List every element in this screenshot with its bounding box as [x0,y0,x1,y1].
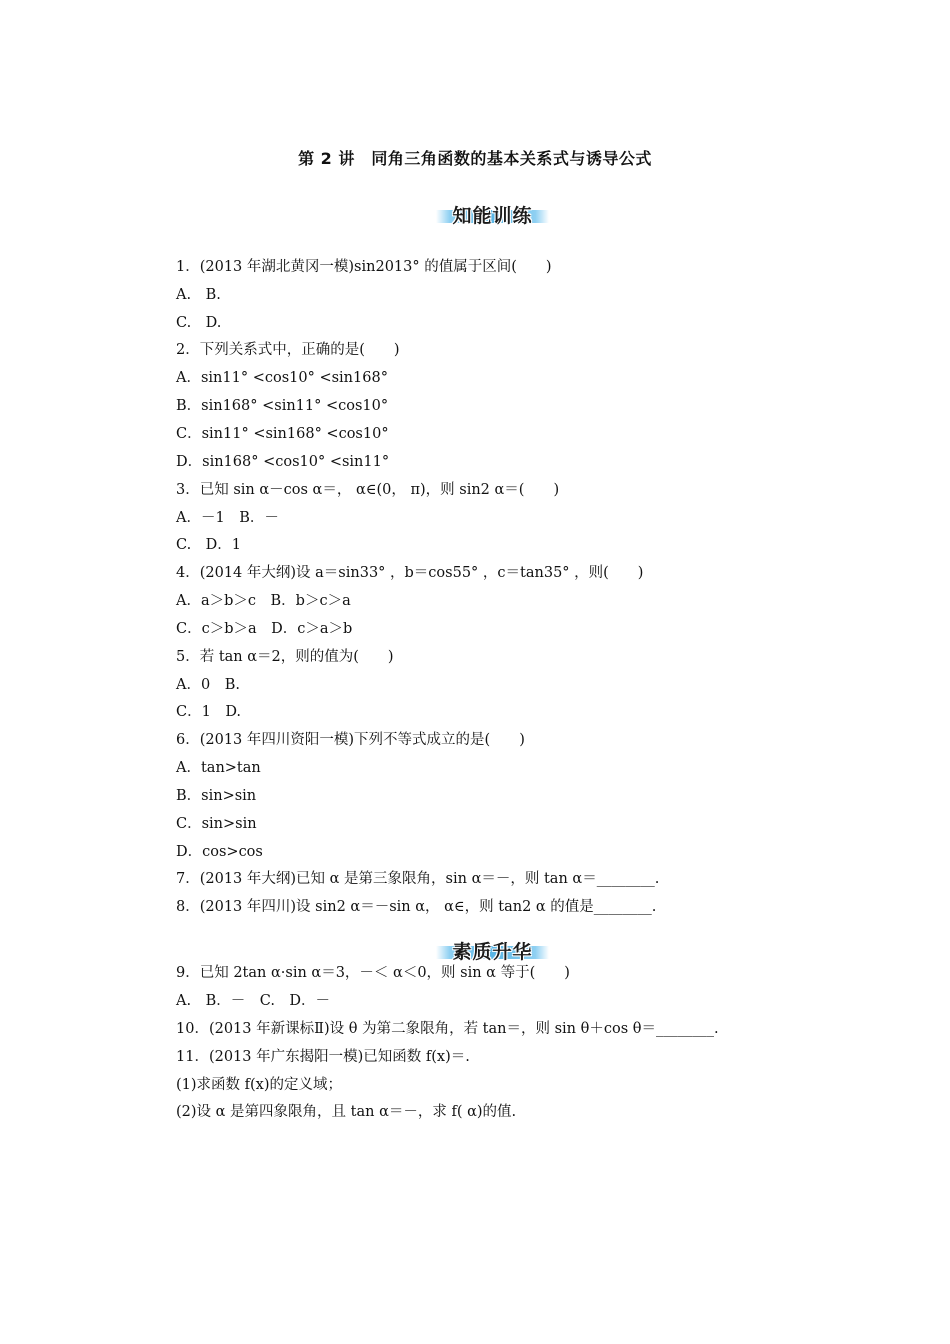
option-line: A. B．－ C. D．－ [176,993,331,1009]
section-banner-training [436,202,549,226]
option-line: A．－1 B．－ [176,510,279,526]
question-line: 7．(2013 年大纲)已知 α 是第三象限角，sin α＝－，则 tan α＝________. [176,871,660,887]
question-line: 4．(2014 年大纲)设 a＝sin33° ，b＝cos55° ，c＝tan35° ，则( ) [176,565,644,581]
page-title: 第 2 讲 同角三角函数的基本关系式与诱导公式 [298,149,652,168]
option-line: C．1 D. [176,704,242,720]
question-line: 9．已知 2tan α·sin α＝3，－＜ α＜0，则 sin α 等于( ) [176,965,570,981]
section-title-training: 知能训练 [452,205,533,227]
option-line: C．sin>sin [176,816,257,832]
section-title-quality: 素质升华 [452,941,533,963]
option-line: A．tan>tan [176,760,261,776]
option-line: C. D．1 [176,537,242,553]
option-line: C．sin11° <sin168° <cos10° [176,426,389,442]
question-line: 11．(2013 年广东揭阳一模)已知函数 f(x)＝. [176,1049,470,1065]
question-line: 6．(2013 年四川资阳一模)下列不等式成立的是( ) [176,732,525,748]
question-line: 1．(2013 年湖北黄冈一模)sin2013° 的值属于区间( ) [176,259,552,275]
option-line: A．0 B. [176,677,240,693]
option-line: C．c＞b＞a D．c＞a＞b [176,621,353,637]
section-banner-quality [436,938,549,962]
sub-question-line: (2)设 α 是第四象限角，且 tan α＝－，求 f( α)的值. [176,1104,517,1120]
option-line: A．a＞b＞c B．b＞c＞a [176,593,351,609]
option-line: A．sin11° <cos10° <sin168° [176,370,388,386]
sub-question-line: (1)求函数 f(x)的定义域； [176,1077,343,1093]
option-line: D．cos>cos [176,844,263,860]
question-line: 2．下列关系式中，正确的是( ) [176,342,400,358]
question-line: 8．(2013 年四川)设 sin2 α＝－sin α， α∈，则 tan2 α 的值是________. [176,899,657,915]
option-line: C. D. [176,315,222,331]
question-line: 10．(2013 年新课标Ⅱ)设 θ 为第二象限角，若 tan＝，则 sin θ＋cos θ＝________. [176,1021,719,1037]
option-line: B．sin>sin [176,788,257,804]
question-line: 5．若 tan α＝2，则的值为( ) [176,649,394,665]
option-line: A. B. [176,287,221,303]
option-line: D．sin168° <cos10° <sin11° [176,454,390,470]
option-line: B．sin168° <sin11° <cos10° [176,398,389,414]
question-line: 3．已知 sin α－cos α＝， α∈(0， π)，则 sin2 α＝( ) [176,482,560,498]
